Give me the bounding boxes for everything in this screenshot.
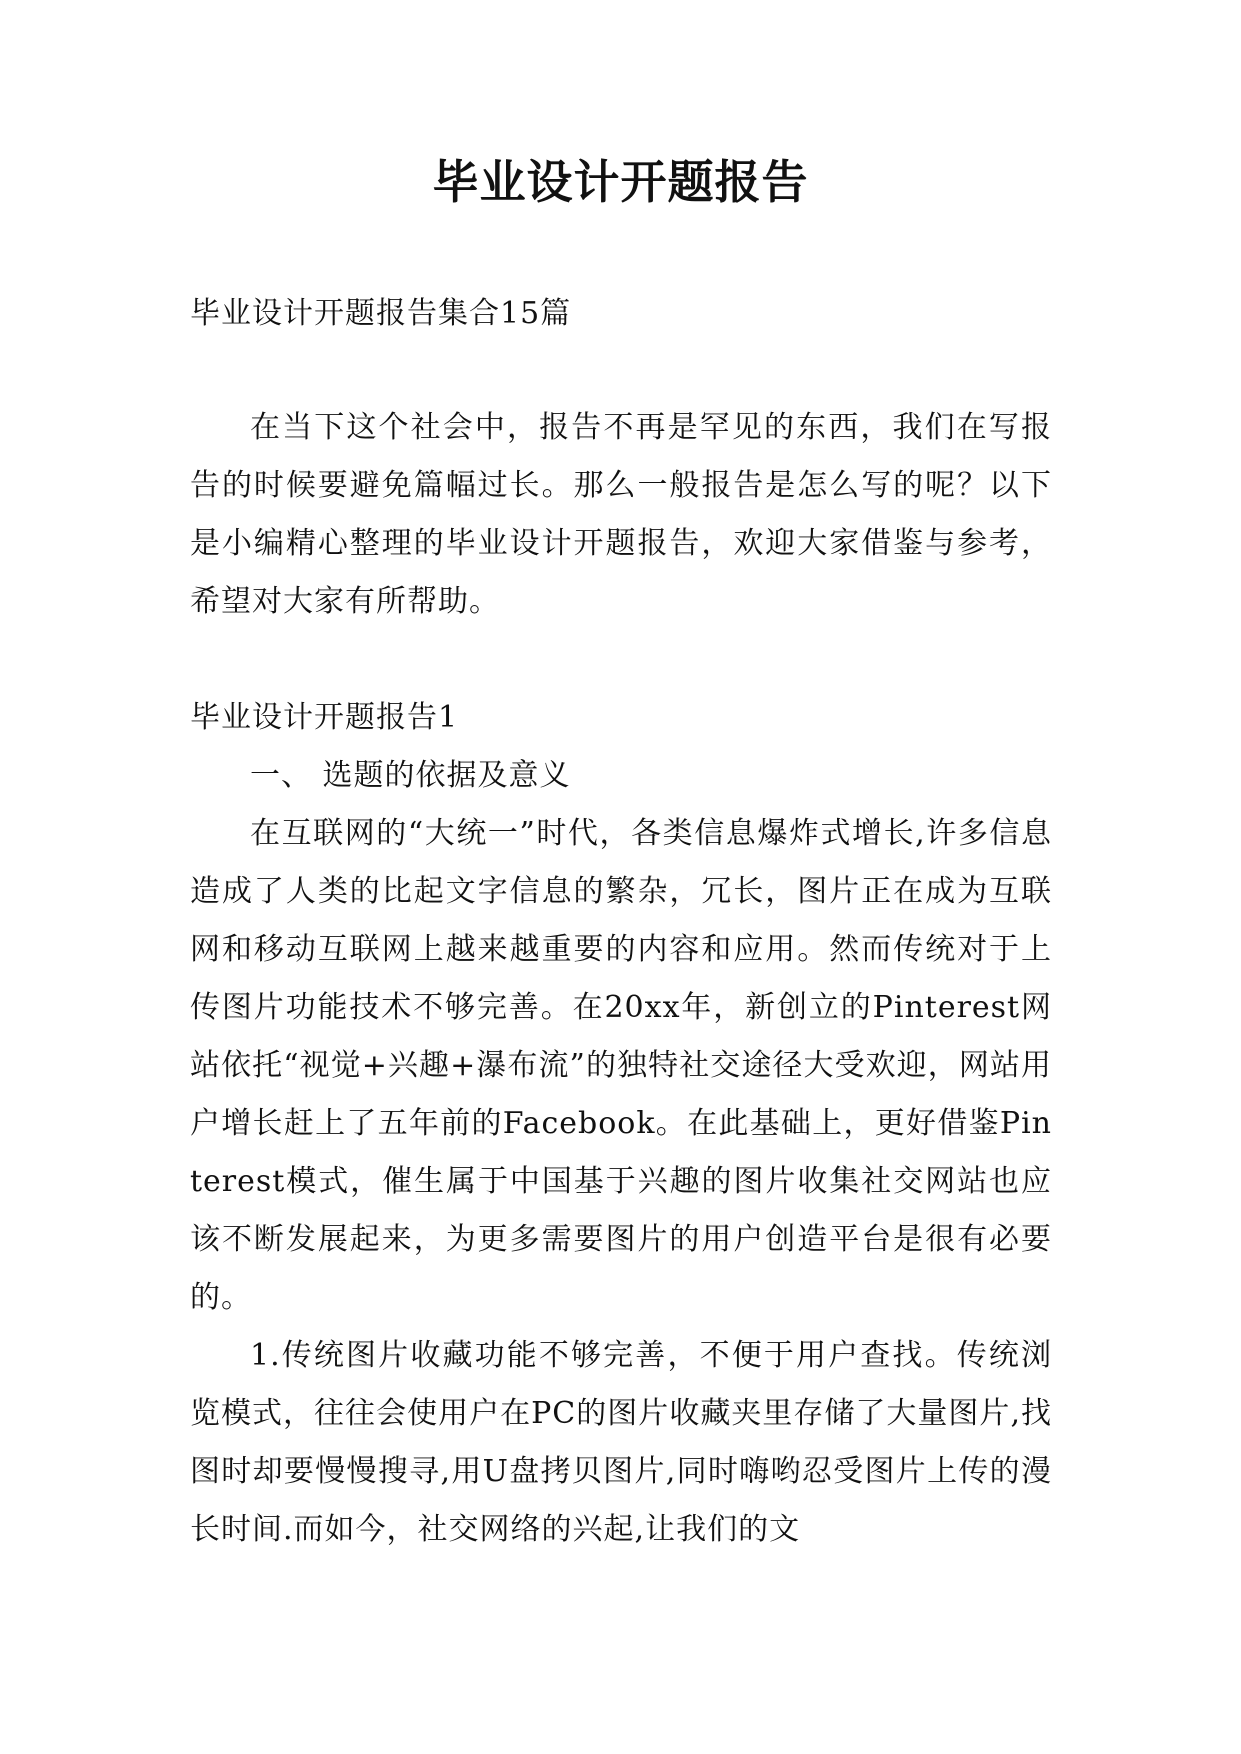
intro-paragraph: 在当下这个社会中，报告不再是罕见的东西，我们在写报告的时候要避免篇幅过长。那么一般报告是怎么写的呢？以下是小编精心整理的毕业设计开题报告，欢迎大家借鉴与参考，希望对大家有所帮助。 [190,410,1052,619]
body-paragraph: 1.传统图片收藏功能不够完善，不便于用户查找。传统浏览模式，往往会使用户在PC的图片收藏夹里存储了大量图片,找图时却要慢慢搜寻,用U盘拷贝图片,同时嗨哟忍受图片上传的漫长时间.而如今，社交网络的兴起,让我们的文 [190,1338,1052,1547]
section-subheading: 一、 选题的依据及意义 [250,758,571,793]
document-body [190,285,1052,1559]
body-paragraph: 在互联网的“大统一”时代，各类信息爆炸式增长,许多信息造成了人类的比起文字信息的繁杂，冗长，图片正在成为互联网和移动互联网上越来越重要的内容和应用。然而传统对于上传图片功能技术不够完善。在20xx年，新创立的Pinterest网站依托“视觉+兴趣+瀑布流”的独特社交途径大受欢迎，网站用户增长赶上了五年前的Facebook。在此基础上，更好借鉴Pinterest模式，催生属于中国基于兴趣的图片收集社交网站也应该不断发展起来，为更多需要图片的用户创造平台是很有必要的。 [190,816,1052,1315]
section-title: 毕业设计开题报告1 [190,700,459,735]
document-subtitle: 毕业设计开题报告集合15篇 [190,296,572,331]
document-title: 毕业设计开题报告 [432,155,809,209]
